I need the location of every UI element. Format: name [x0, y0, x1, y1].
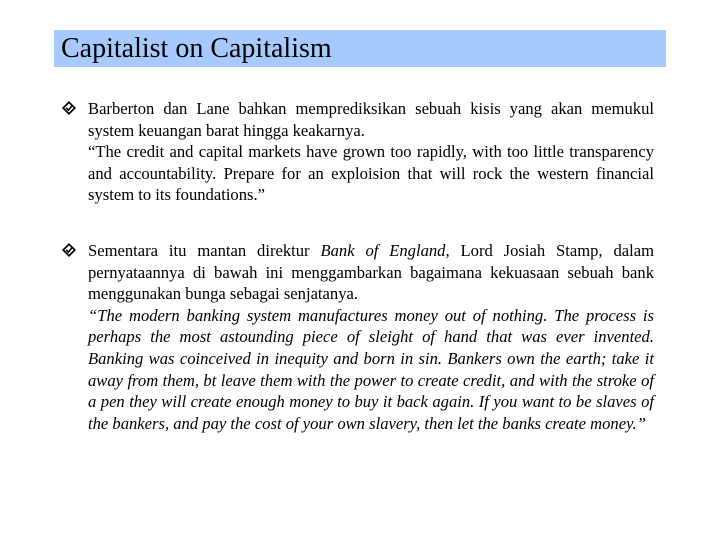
slide-title: Capitalist on Capitalism	[61, 33, 332, 64]
bank-of-england-text: Bank of England	[320, 241, 446, 260]
title-bar	[54, 30, 666, 67]
diamond-check-bullet-icon	[62, 243, 76, 257]
bullet-quote-2: “The modern banking system manufactures money out of nothing. The process is perhaps the most astounding piece of sleight of hand that was ever invented. Banking was coinceived in inequity and born in sin. Bankers own the earth; take it away from them, bt leave them with the power to create credit, and with the stroke of a pen they will create enough money to buy it back again. If you want to be slaves of the bankers, and pay the cost of your own slavery, then let the banks create money.”	[88, 305, 654, 433]
bullet-quote-1: “The credit and capital markets have grown too rapidly, with too little transparency and accountability. Prepare for an exploision that will rock the western financial system to its foundations.”	[88, 142, 654, 205]
bullet-body-2	[88, 240, 654, 434]
bullet-item-1	[62, 98, 654, 206]
bullet-intro-2-after: , Lord Josiah Stamp, dalam pernyataannya di bawah ini menggambarkan bagaimana kekuasaan sebuah bank menggunakan bunga sebagai senjatanya.	[88, 241, 655, 304]
bullet-intro-1: Barberton dan Lane bahkan memprediksikan sebuah kisis yang akan memukul system keuangan barat hingga keakarnya.	[88, 99, 654, 140]
bullet-body-1	[88, 98, 654, 206]
bullet-intro-2-before: Sementara itu mantan direktur	[88, 241, 321, 260]
diamond-check-bullet-icon	[62, 101, 76, 115]
bullet-item-2	[62, 240, 654, 434]
bullet-intro-2	[88, 240, 654, 305]
